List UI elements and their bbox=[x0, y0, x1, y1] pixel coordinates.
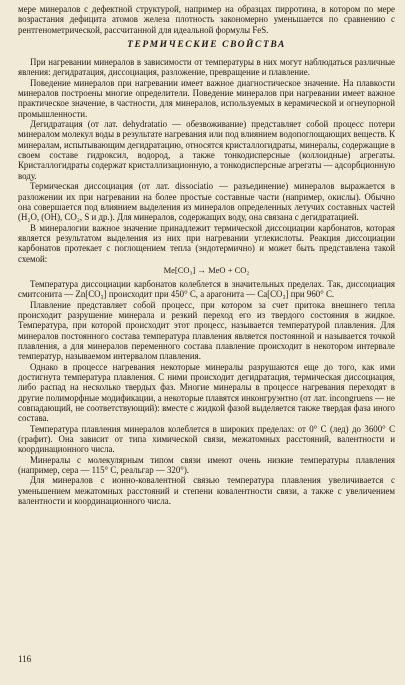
paragraph-carbonate-dissociation: В минералогии важное значение принадлежит термической диссоциации карбонатов, которая является результатом выделения из них при нагревании углекислоты. Реакция диссоциации карбонатов протекает с поглощением тепла (эндотермично) и может быть представлена такой схемой: bbox=[18, 222, 395, 264]
paragraph-heating-phenomena: При нагревании минералов в зависимости от температуры в них могут наблюдаться различные явления: дегидратация, диссоциация, разложение, превращение и плавление. bbox=[18, 57, 395, 78]
paragraph-dissociation-temperature: Температура диссоциации карбонатов колеблется в значительных пределах. Так, диссоциация смитсонита — Zn[CO₃] происходит при 450° C, а арагонита — Ca[CO₃] при 960° C. bbox=[18, 278, 395, 300]
paragraph-thermal-dissociation: Термическая диссоциация (от лат. dissociatio — разъединение) минералов выражается в разложении их при нагревании на более простые составные части (например, окислы). Обычно она совершается под влиянием выделения из минералов определенных летучих составных частей (H₂O, (OH), CO₂, S и др.). Для минералов, содержащих воду, она связана с дегидратацией. bbox=[18, 181, 395, 223]
paragraph-melting-range: Температура плавления минералов колеблется в широких пределах: от 0° C (лед) до 3600° C (графит). Она зависит от типа химической связи, межатомных расстояний, валентности и координационного числа. bbox=[18, 423, 395, 455]
paragraph-molecular-bond: Минералы с молекулярным типом связи имеют очень низкие температуры плавления (например, сера — 115° C, реальгар — 320°). bbox=[18, 454, 395, 476]
dissociation-formula: Me[CO₃] → MeO + CO₂ bbox=[163, 264, 250, 275]
paragraph-decomposition-before-melting: Однако в процессе нагревания некоторые минералы разрушаются еще до того, как ими достигнута температура плавления. С ними происходит дегидратация, термическая диссоциация, либо распад на несколько твердых фаз. Многие минералы в процессе нагревания переходят в другие полиморфные модификации, а некоторые плавятся инконгруэнтно (от лат. incongruens — не совпадающий, не соответствующий): вместе с жидкой фазой выделяется также твердая фаза иного состава. bbox=[18, 361, 395, 424]
paragraph-dehydration: Дегидратация (от лат. dehydratatio — обезвоживание) представляет собой процесс потери минералом молекул воды в результате нагревания или под влиянием водопоглощающих веществ. К минералам, испытывающим дегидратацию, относятся кристаллогидраты, минералы, содержащие в своем составе гидроксил, водород, а также тонкодисперсные (коллоидные) агрегаты. Кристаллогидраты содержат кристаллизационную, а тонкодисперсные агрегаты — адсорбционную воду. bbox=[18, 119, 395, 181]
page-number: 116 bbox=[18, 654, 32, 664]
paragraph-ionic-covalent: Для минералов с ионно-ковалентной связью температура плавления увеличивается с уменьшением межатомных расстояний и степени ковалентности связи, а также с увеличением валентности и координационного числа. bbox=[18, 475, 395, 507]
section-heading: ТЕРМИЧЕСКИЕ СВОЙСТВА bbox=[127, 40, 286, 51]
paragraph-melting: Плавление представляет собой процесс, при котором за счет притока внешнего тепла происходит разрушение минерала и резкий переход его из твердого состояния в жидкое. Температура, при которой происходит этот процесс, называется температурой плавления. Для минералов постоянного состава температура плавления является постоянной и называется точкой плавления, а для минералов переменного состава плавление происходит в некотором интервале температур, называемом интервалом плавления. bbox=[18, 299, 395, 362]
paragraph-continuation: мере минералов с дефектной структурой, например на образцах пирротина, в котором по мере возрастания дефицита атомов железа плотность закономерно уменьшается по сравнению с рентгенометрической, рассчитанной для идеальной формулы FeS. bbox=[18, 4, 395, 35]
paragraph-heating-behavior: Поведение минералов при нагревании имеет важное диагностическое значение. На плавкости минералов построены многие определители. Поведение минералов при нагревании имеет важное практическое значение, в частности, для минералов, используемых в керамической и огнеупорной промышленности. bbox=[18, 77, 395, 119]
